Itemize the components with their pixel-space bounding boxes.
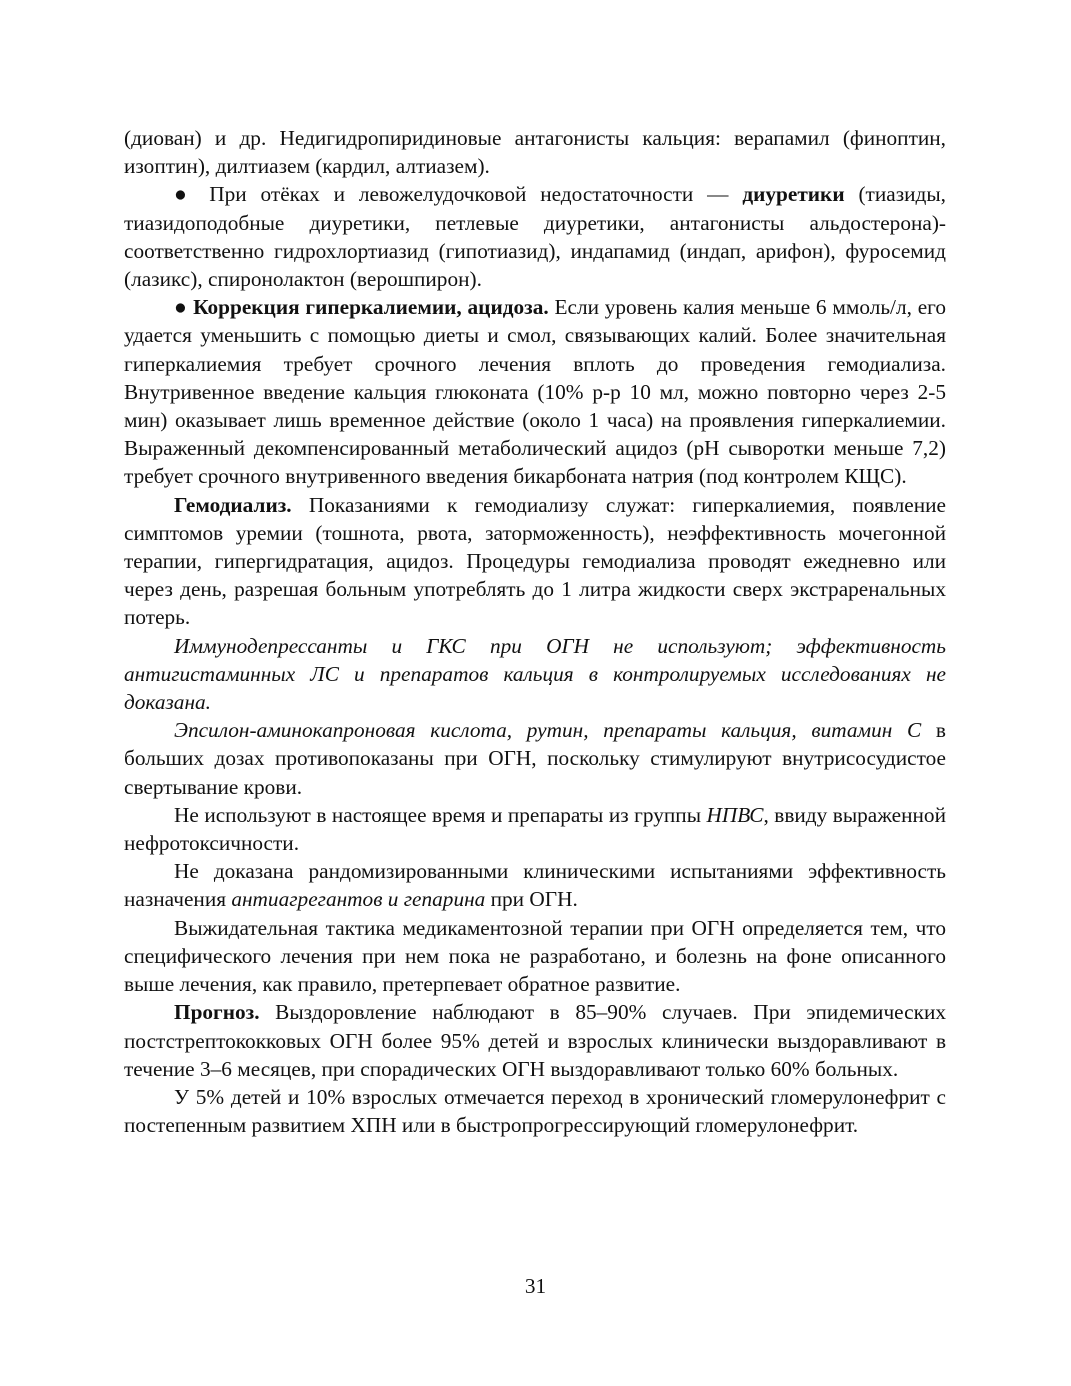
- paragraph-lead: ● При отёках и левожелудочковой недостаточности —: [174, 182, 743, 207]
- paragraph-prognosis: [124, 998, 946, 1083]
- paragraph-chronic-transition: [124, 1083, 946, 1139]
- paragraph-nsaids: [124, 801, 946, 857]
- paragraph-immunosuppressants: [124, 632, 946, 717]
- paragraph-italic-term: антиагрегантов и гепарина: [231, 887, 486, 912]
- paragraph-antiaggregants: [124, 857, 946, 913]
- paragraph-bold-heading: Гемодиализ.: [174, 492, 292, 517]
- paragraph-calcium-antagonists: [124, 124, 946, 180]
- paragraph-text: (диован) и др. Недигидропиридиновые антагонисты кальция: верапамил (финоптин, изоптин), дилтиазем (кардил, алтиазем).: [124, 126, 946, 179]
- paragraph-lead: Не доказана рандомизированными клиническими испытаниями эффективность назначения: [124, 859, 946, 912]
- paragraph-bold-term: диуретики: [742, 182, 845, 207]
- paragraph-text: при ОГН.: [485, 887, 578, 912]
- paragraph-italic-text: Иммунодепрессанты и ГКС при ОГН не используют; эффективность антигистаминных ЛС и препаратов кальция в контролируемых исследованиях не доказана.: [124, 633, 946, 715]
- paragraph-lead: Не используют в настоящее время и препараты из группы: [174, 802, 707, 827]
- paragraph-hemodialysis: [124, 491, 946, 632]
- paragraph-text: в больших дозах противопоказаны при ОГН, поскольку стимулируют внутрисосудистое свертывание крови.: [124, 718, 946, 799]
- paragraph-text: Показаниями к гемодиализу служат: гиперкалиемия, появление симптомов уремии (тошнота, рвота, заторможенность), неэффективность мочегонной терапии, гипергидратация, ацидоз. Процедуры гемодиализа проводят ежедневно или через день, разрешая больным употреблять до 1 литра жидкости сверх экстраренальных потерь.: [124, 492, 946, 630]
- paragraph-text: Выжидательная тактика медикаментозной терапии при ОГН определяется тем, что специфического лечения при нем пока не разработано, и болезнь на фоне описанного выше лечения, как правило, претерпевает обратное развитие.: [124, 915, 946, 997]
- paragraph-diuretics: [124, 180, 946, 293]
- paragraph-expectant-tactics: [124, 914, 946, 999]
- paragraph-epsilon-aminocaproic: [124, 716, 946, 801]
- paragraph-hyperkalemia: [124, 293, 946, 490]
- paragraph-text: Если уровень калия меньше 6 ммоль/л, его удается уменьшить с помощью диеты и смол, связывающих калий. Более значительная гиперкалиемия требует срочного лечения вплоть до проведения гемодиализа. Внутривенное введение кальция глюконата (10% р-р 10 мл, можно повторно через 2-5 мин) оказывает лишь временное действие (около 1 часа) на проявления гиперкалиемии. Выраженный декомпенсированный метаболический ацидоз (рН сыворотки меньше 7,2) требует срочного внутривенного введения бикарбоната натрия (под контролем КЩС).: [124, 295, 946, 489]
- page-number: 31: [524, 1274, 547, 1298]
- paragraph-text: , ввиду выраженной нефротоксичности.: [124, 802, 946, 856]
- paragraph-text: (тиазиды, тиазидоподобные диуретики, петлевые диуретики, антагонисты альдостерона)- соответственно гидрохлортиазид (гипотиазид), индапамид (индап, арифон), фуросемид (лазикс), спиронолактон (верошпирон).: [124, 182, 946, 292]
- paragraph-text: Выздоровление наблюдают в 85–90% случаев. При эпидемических постстрептококковых ОГН более 95% детей и взрослых клинически выздоравливают в течение 3–6 месяцев, при спорадических ОГН выздоравливают только 60% больных.: [124, 1000, 946, 1081]
- paragraph-italic-text: Эпсилон-аминокапроновая кислота, рутин, препараты кальция, витамин С: [174, 718, 922, 743]
- paragraph-italic-term: НПВС: [706, 802, 764, 827]
- page-body: [124, 124, 946, 1139]
- paragraph-text: У 5% детей и 10% взрослых отмечается переход в хронический гломерулонефрит с постепенным развитием ХПН или в быстропрогрессирующий гломерулонефрит.: [124, 1084, 946, 1138]
- paragraph-bold-heading: ● Коррекция гиперкалиемии, ацидоза.: [174, 295, 549, 320]
- paragraph-bold-heading: Прогноз.: [174, 1000, 260, 1025]
